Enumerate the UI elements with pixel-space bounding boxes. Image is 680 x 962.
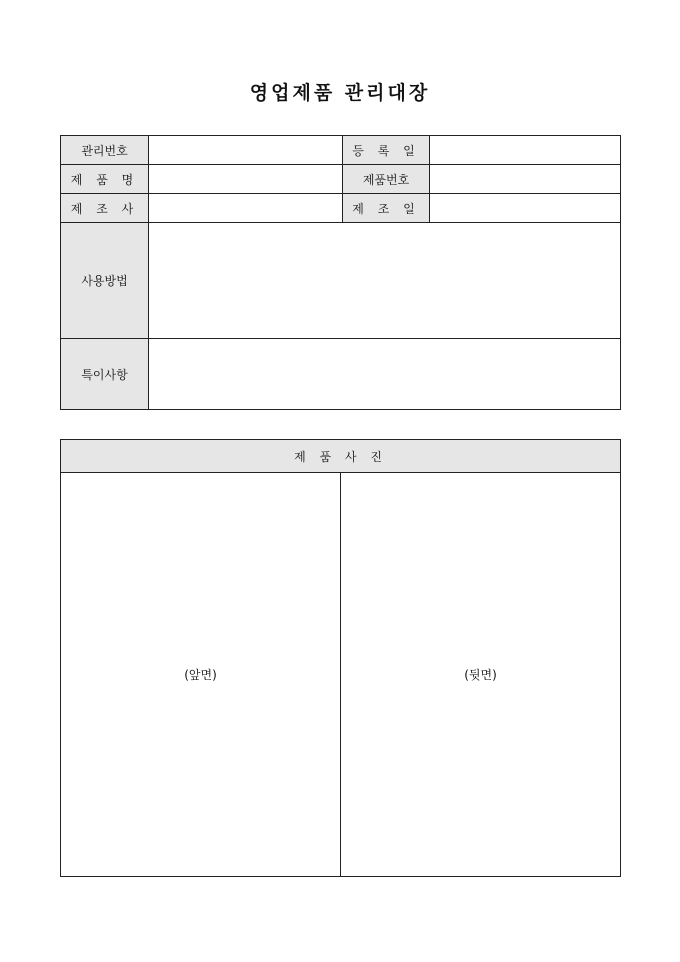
manufacturer-field[interactable] (149, 194, 343, 223)
table-row (61, 165, 621, 194)
product-no-field[interactable] (430, 165, 621, 194)
photo-header: 제 품 사 진 (61, 440, 621, 473)
back-photo-area[interactable] (341, 473, 621, 877)
notes-label: 특이사항 (61, 339, 149, 410)
product-info-table (60, 135, 621, 410)
table-row (61, 473, 621, 877)
usage-field[interactable] (149, 223, 621, 339)
front-photo-area[interactable] (61, 473, 341, 877)
registration-date-field[interactable] (430, 136, 621, 165)
front-photo-label: (앞면) (184, 668, 217, 682)
notes-field[interactable] (149, 339, 621, 410)
product-name-field[interactable] (149, 165, 343, 194)
manufacture-date-label: 제 조 일 (343, 194, 430, 223)
registration-date-label: 등 록 일 (343, 136, 430, 165)
table-row (61, 136, 621, 165)
manufacture-date-field[interactable] (430, 194, 621, 223)
table-row (61, 223, 621, 339)
page-title: 영업제품 관리대장 (249, 82, 431, 104)
product-photo-table (60, 439, 621, 877)
management-no-field[interactable] (149, 136, 343, 165)
manufacturer-label: 제 조 사 (61, 194, 149, 223)
table-row (61, 440, 621, 473)
product-no-label: 제품번호 (343, 165, 430, 194)
back-photo-label: (뒷면) (464, 668, 497, 682)
management-no-label: 관리번호 (61, 136, 149, 165)
table-row (61, 194, 621, 223)
product-name-label: 제 품 명 (61, 165, 149, 194)
table-row (61, 339, 621, 410)
usage-label: 사용방법 (61, 223, 149, 339)
